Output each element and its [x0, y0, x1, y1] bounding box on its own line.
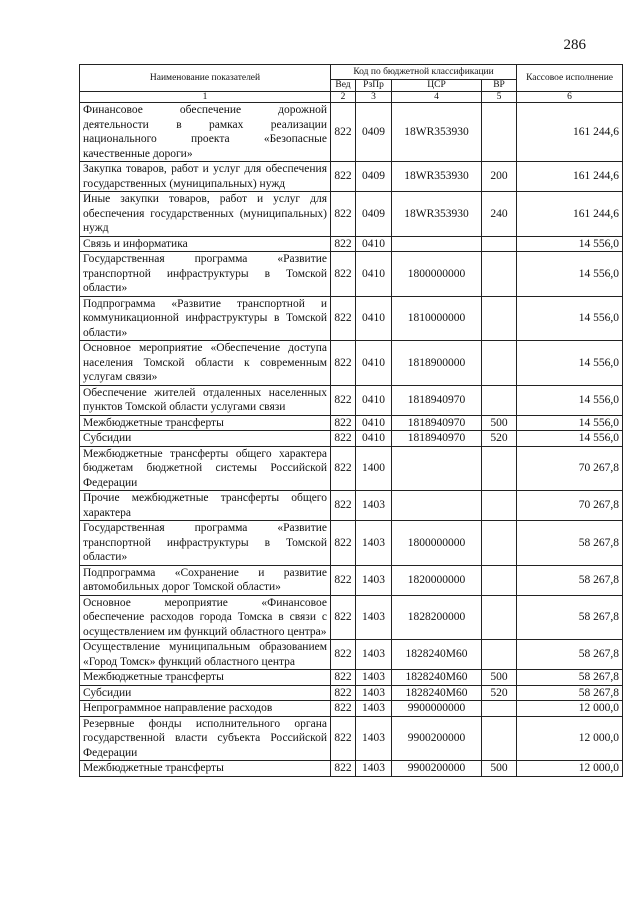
- cell-sum: 58 267,8: [517, 640, 623, 670]
- cell-csr: 9900200000: [392, 716, 482, 761]
- cell-name: Государственная программа «Развитие транспортной инфраструктуры в Томской области»: [80, 521, 331, 566]
- cell-sum: 14 556,0: [517, 385, 623, 415]
- cell-ved: 822: [331, 640, 356, 670]
- table-row: [80, 716, 623, 761]
- cell-vr: [482, 236, 517, 252]
- cell-sum: 14 556,0: [517, 236, 623, 252]
- header-code-group: Код по бюджетной классификации: [331, 65, 517, 80]
- cell-name: Финансовое обеспечение дорожной деятельности в рамках реализации национального проекта «Безопасные качественные дороги»: [80, 103, 331, 162]
- cell-name: Подпрограмма «Сохранение и развитие автомобильных дорог Томской области»: [80, 565, 331, 595]
- cell-rzpr: 0410: [356, 431, 392, 447]
- cell-sum: 58 267,8: [517, 670, 623, 686]
- cell-ved: 822: [331, 685, 356, 701]
- cell-sum: 14 556,0: [517, 341, 623, 386]
- cell-csr: 18WR353930: [392, 103, 482, 162]
- cell-csr: 1828240M60: [392, 640, 482, 670]
- cell-vr: 500: [482, 415, 517, 431]
- cell-sum: 14 556,0: [517, 415, 623, 431]
- table-row: [80, 385, 623, 415]
- cell-csr: 1828240M60: [392, 685, 482, 701]
- cell-ved: 822: [331, 385, 356, 415]
- cell-sum: 70 267,8: [517, 446, 623, 491]
- cell-rzpr: 0410: [356, 341, 392, 386]
- cell-sum: 14 556,0: [517, 252, 623, 297]
- cell-csr: 18WR353930: [392, 192, 482, 237]
- cell-vr: [482, 701, 517, 717]
- cell-rzpr: 1403: [356, 701, 392, 717]
- col-number: 5: [482, 92, 517, 103]
- table-row: [80, 192, 623, 237]
- cell-sum: 12 000,0: [517, 761, 623, 777]
- cell-sum: 12 000,0: [517, 701, 623, 717]
- cell-name: Межбюджетные трансферты: [80, 415, 331, 431]
- cell-vr: [482, 341, 517, 386]
- cell-vr: 200: [482, 162, 517, 192]
- cell-ved: 822: [331, 761, 356, 777]
- cell-csr: 9900200000: [392, 761, 482, 777]
- cell-vr: [482, 716, 517, 761]
- cell-name: Иные закупки товаров, работ и услуг для обеспечения государственных (муниципальных) нужд: [80, 192, 331, 237]
- cell-sum: 14 556,0: [517, 431, 623, 447]
- cell-ved: 822: [331, 595, 356, 640]
- cell-csr: [392, 446, 482, 491]
- cell-vr: [482, 640, 517, 670]
- cell-csr: [392, 236, 482, 252]
- cell-csr: 18WR353930: [392, 162, 482, 192]
- cell-name: Субсидии: [80, 431, 331, 447]
- cell-ved: 822: [331, 716, 356, 761]
- cell-vr: 500: [482, 670, 517, 686]
- cell-vr: [482, 252, 517, 297]
- cell-vr: 240: [482, 192, 517, 237]
- cell-rzpr: 1403: [356, 521, 392, 566]
- cell-sum: 12 000,0: [517, 716, 623, 761]
- cell-ved: 822: [331, 296, 356, 341]
- cell-name: Основное мероприятие «Обеспечение доступа населения Томской области к современным услугам связи»: [80, 341, 331, 386]
- table-row: [80, 341, 623, 386]
- cell-sum: 161 244,6: [517, 162, 623, 192]
- cell-sum: 70 267,8: [517, 491, 623, 521]
- cell-sum: 58 267,8: [517, 565, 623, 595]
- cell-rzpr: 1403: [356, 491, 392, 521]
- cell-rzpr: 0409: [356, 103, 392, 162]
- cell-vr: [482, 521, 517, 566]
- cell-sum: 161 244,6: [517, 103, 623, 162]
- cell-ved: 822: [331, 341, 356, 386]
- cell-sum: 161 244,6: [517, 192, 623, 237]
- table-row: [80, 761, 623, 777]
- cell-ved: 822: [331, 103, 356, 162]
- col-number: 2: [331, 92, 356, 103]
- cell-rzpr: 1403: [356, 670, 392, 686]
- cell-vr: [482, 595, 517, 640]
- col-number: 6: [517, 92, 623, 103]
- cell-rzpr: 1403: [356, 761, 392, 777]
- cell-ved: 822: [331, 431, 356, 447]
- cell-rzpr: 0410: [356, 296, 392, 341]
- table-row: [80, 565, 623, 595]
- cell-ved: 822: [331, 446, 356, 491]
- table-row: [80, 521, 623, 566]
- header-rzpr: РзПр: [356, 80, 392, 92]
- header-kassa: Кассовое исполнение: [517, 65, 623, 92]
- table-row: [80, 431, 623, 447]
- cell-name: Обеспечение жителей отдаленных населенных пунктов Томской области услугами связи: [80, 385, 331, 415]
- cell-vr: [482, 446, 517, 491]
- table-row: [80, 252, 623, 297]
- cell-ved: 822: [331, 252, 356, 297]
- cell-name: Государственная программа «Развитие транспортной инфраструктуры в Томской области»: [80, 252, 331, 297]
- cell-name: Субсидии: [80, 685, 331, 701]
- cell-sum: 58 267,8: [517, 521, 623, 566]
- cell-sum: 58 267,8: [517, 595, 623, 640]
- table-row: [80, 296, 623, 341]
- col-number: 3: [356, 92, 392, 103]
- cell-vr: [482, 565, 517, 595]
- table-row: [80, 236, 623, 252]
- cell-ved: 822: [331, 415, 356, 431]
- cell-rzpr: 0410: [356, 252, 392, 297]
- cell-csr: 1800000000: [392, 521, 482, 566]
- cell-ved: 822: [331, 670, 356, 686]
- cell-name: Основное мероприятие «Финансовое обеспечение расходов города Томска в связи с осуществлением им функций областного центра»: [80, 595, 331, 640]
- cell-name: Осуществление муниципальным образованием «Город Томск» функций областного центра: [80, 640, 331, 670]
- column-numbers-row: [80, 92, 623, 103]
- cell-vr: 520: [482, 431, 517, 447]
- cell-rzpr: 1403: [356, 640, 392, 670]
- cell-csr: [392, 491, 482, 521]
- cell-rzpr: 1403: [356, 595, 392, 640]
- cell-ved: 822: [331, 236, 356, 252]
- cell-csr: 1818940970: [392, 431, 482, 447]
- cell-ved: 822: [331, 521, 356, 566]
- header-csr: ЦСР: [392, 80, 482, 92]
- header-name: Наименование показателей: [80, 65, 331, 92]
- cell-csr: 1818900000: [392, 341, 482, 386]
- cell-vr: [482, 296, 517, 341]
- cell-name: Межбюджетные трансферты: [80, 670, 331, 686]
- cell-vr: 520: [482, 685, 517, 701]
- col-number: 1: [80, 92, 331, 103]
- header-vr: ВР: [482, 80, 517, 92]
- table-row: [80, 640, 623, 670]
- cell-rzpr: 1403: [356, 716, 392, 761]
- table-row: [80, 701, 623, 717]
- cell-csr: 1810000000: [392, 296, 482, 341]
- cell-sum: 14 556,0: [517, 296, 623, 341]
- cell-rzpr: 0409: [356, 162, 392, 192]
- header-ved: Вед: [331, 80, 356, 92]
- cell-vr: [482, 103, 517, 162]
- cell-ved: 822: [331, 491, 356, 521]
- cell-csr: 1820000000: [392, 565, 482, 595]
- cell-ved: 822: [331, 192, 356, 237]
- cell-rzpr: 1403: [356, 685, 392, 701]
- cell-name: Связь и информатика: [80, 236, 331, 252]
- cell-rzpr: 1403: [356, 565, 392, 595]
- cell-csr: 1818940970: [392, 385, 482, 415]
- cell-csr: 1818940970: [392, 415, 482, 431]
- cell-rzpr: 0410: [356, 415, 392, 431]
- cell-name: Непрограммное направление расходов: [80, 701, 331, 717]
- table-row: [80, 103, 623, 162]
- table-row: [80, 415, 623, 431]
- table-row: [80, 670, 623, 686]
- table-row: [80, 491, 623, 521]
- table-row: [80, 162, 623, 192]
- cell-vr: [482, 491, 517, 521]
- cell-ved: 822: [331, 565, 356, 595]
- page-number: 286: [563, 37, 586, 53]
- cell-name: Межбюджетные трансферты: [80, 761, 331, 777]
- cell-ved: 822: [331, 701, 356, 717]
- cell-csr: 9900000000: [392, 701, 482, 717]
- cell-csr: 1828240M60: [392, 670, 482, 686]
- col-number: 4: [392, 92, 482, 103]
- budget-table: [79, 64, 623, 777]
- cell-name: Подпрограмма «Развитие транспортной и коммуникационной инфраструктуры в Томской области»: [80, 296, 331, 341]
- cell-vr: 500: [482, 761, 517, 777]
- cell-rzpr: 0410: [356, 236, 392, 252]
- table-row: [80, 685, 623, 701]
- cell-name: Межбюджетные трансферты общего характера бюджетам бюджетной системы Российской Федерации: [80, 446, 331, 491]
- table-row: [80, 446, 623, 491]
- cell-sum: 58 267,8: [517, 685, 623, 701]
- cell-name: Прочие межбюджетные трансферты общего характера: [80, 491, 331, 521]
- cell-rzpr: 1400: [356, 446, 392, 491]
- cell-csr: 1828200000: [392, 595, 482, 640]
- table-row: [80, 595, 623, 640]
- cell-rzpr: 0410: [356, 385, 392, 415]
- cell-name: Закупка товаров, работ и услуг для обеспечения государственных (муниципальных) нужд: [80, 162, 331, 192]
- cell-name: Резервные фонды исполнительного органа государственной власти субъекта Российской Федерации: [80, 716, 331, 761]
- cell-rzpr: 0409: [356, 192, 392, 237]
- cell-vr: [482, 385, 517, 415]
- cell-ved: 822: [331, 162, 356, 192]
- cell-csr: 1800000000: [392, 252, 482, 297]
